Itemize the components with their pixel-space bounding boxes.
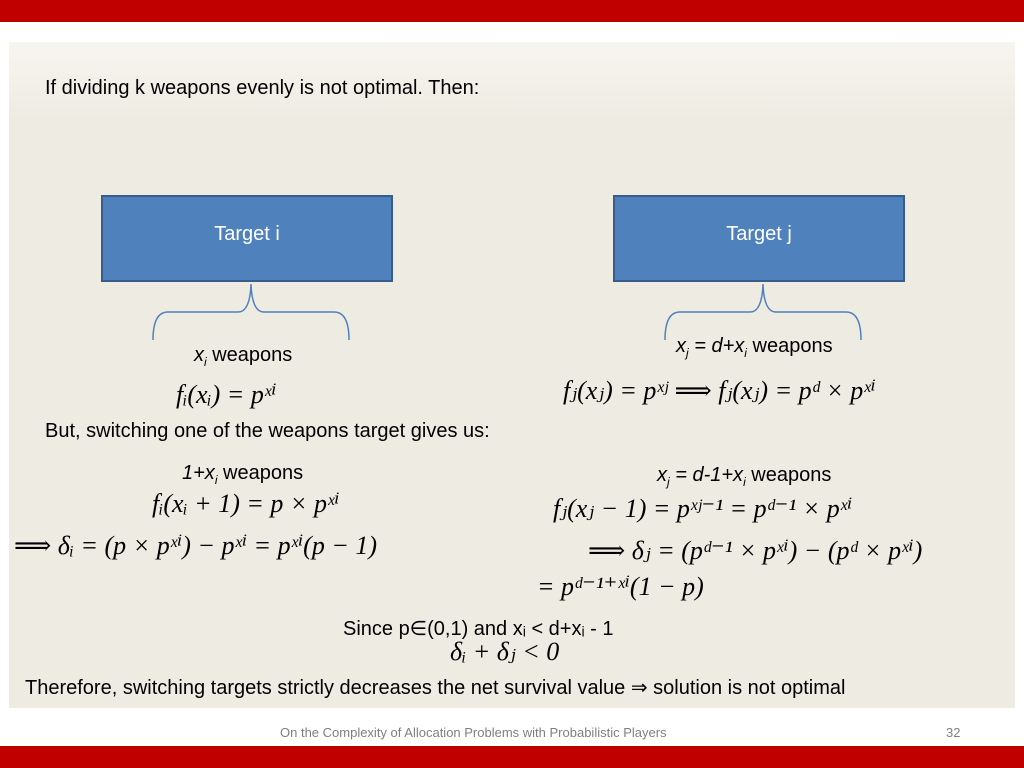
target-i-box [101, 195, 393, 282]
xj-minus-label: $x_j = d-1+x_i$ weapons [657, 464, 832, 489]
equation-delta-i: ⟹ δᵢ = (p × pˣⁱ) − pˣⁱ = pˣⁱ(p − 1) [14, 531, 378, 560]
target-i-label: Target i [214, 223, 280, 245]
target-j-label: Target j [726, 223, 792, 245]
since-text: Since p∈(0,1) and xᵢ < d+xᵢ - 1 [343, 618, 614, 640]
equation-delta-j: ⟹ δⱼ = (pᵈ⁻¹ × pˣⁱ) − (pᵈ × pˣⁱ) [588, 536, 923, 565]
footer-title: On the Complexity of Allocation Problems with Probabilistic Players [280, 725, 667, 740]
xj-weapons-label: $x_j = d+x_i$ weapons [676, 335, 833, 360]
brace-i [150, 280, 355, 342]
slide-panel [9, 42, 1015, 708]
equation-fj-minus: fⱼ(xⱼ − 1) = pˣʲ⁻¹ = pᵈ⁻¹ × pˣⁱ [553, 494, 853, 523]
one-plus-xi-label: $1+x_i$ weapons [182, 462, 304, 487]
target-j-box [613, 195, 905, 282]
equation-delta-j-cont: = pᵈ⁻¹⁺ˣⁱ(1 − p) [537, 572, 704, 601]
conclusion-text: Therefore, switching targets strictly decreases the net survival value ⇒ solution is not optimal [25, 677, 846, 699]
intro-text: If dividing k weapons evenly is not optimal. Then: [45, 77, 480, 99]
page-number: 32 [946, 725, 961, 740]
bottom-accent-bar [0, 746, 1024, 768]
brace-j [662, 280, 867, 342]
equation-fi: fᵢ(xᵢ) = pˣⁱ [176, 380, 277, 409]
xi-weapons-label: $x_i$ weapons [194, 344, 293, 369]
equation-fi-plus: fᵢ(xᵢ + 1) = p × pˣⁱ [152, 489, 340, 518]
equation-sum: δᵢ + δⱼ < 0 [450, 637, 560, 666]
top-accent-bar [0, 0, 1024, 22]
equation-fj: fⱼ(xⱼ) = pˣʲ ⟹ fⱼ(xⱼ) = pᵈ × pˣⁱ [563, 376, 876, 405]
switch-text: But, switching one of the weapons target gives us: [45, 420, 490, 442]
